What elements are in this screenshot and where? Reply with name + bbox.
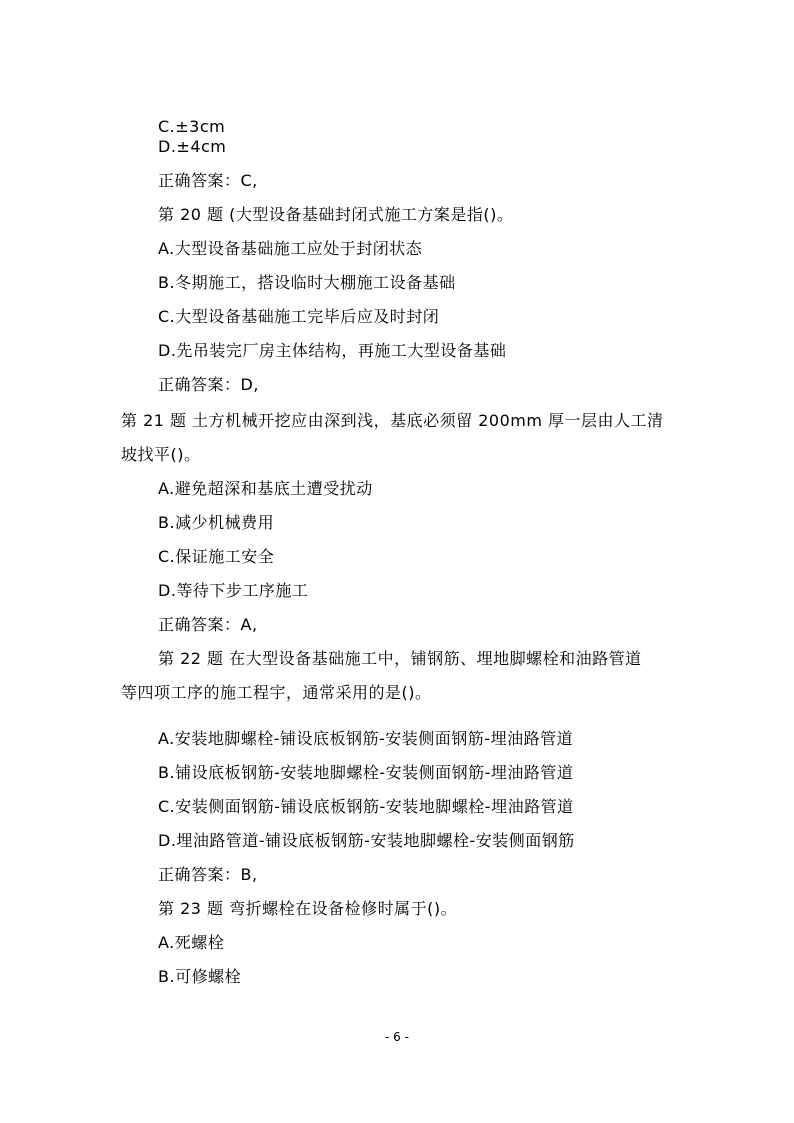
option-a-q20: A.大型设备基础施工应处于封闭状态 bbox=[158, 239, 423, 258]
option-c-q22: C.安装侧面钢筋-铺设底板钢筋-安装地脚螺栓-埋油路管道 bbox=[158, 797, 574, 816]
question-20: 第 20 题 (大型设备基础封闭式施工方案是指()。 bbox=[158, 205, 514, 224]
question-22-line2: 等四项工序的施工程宇，通常采用的是()。 bbox=[121, 683, 432, 702]
answer-q22: 正确答案：B, bbox=[158, 865, 258, 884]
question-21-line2: 坡找平()。 bbox=[121, 445, 201, 464]
option-d-q22: D.埋油路管道-铺设底板钢筋-安装地脚螺栓-安装侧面钢筋 bbox=[158, 831, 575, 850]
option-d-q19: D.±4cm bbox=[158, 137, 227, 156]
answer-q21: 正确答案：A, bbox=[158, 615, 258, 634]
option-b-q20: B.冬期施工，搭设临时大棚施工设备基础 bbox=[158, 273, 456, 292]
option-a-q21: A.避免超深和基底土遭受扰动 bbox=[158, 479, 373, 498]
option-d-q20: D.先吊装完厂房主体结构，再施工大型设备基础 bbox=[158, 341, 507, 360]
answer-q20: 正确答案：D, bbox=[158, 375, 259, 394]
option-c-q20: C.大型设备基础施工完毕后应及时封闭 bbox=[158, 307, 440, 326]
option-c-q19: C.±3cm bbox=[158, 117, 226, 136]
option-a-q23: A.死螺栓 bbox=[158, 933, 225, 952]
question-21-line1: 第 21 题 土方机械开挖应由深到浅，基底必须留 200mm 厚一层由人工清 bbox=[121, 411, 664, 430]
question-23: 第 23 题 弯折螺栓在设备检修时属于()。 bbox=[158, 899, 458, 918]
option-b-q21: B.减少机械费用 bbox=[158, 513, 275, 532]
option-a-q22: A.安装地脚螺栓-铺设底板钢筋-安装侧面钢筋-埋油路管道 bbox=[158, 729, 574, 748]
question-22-line1: 第 22 题 在大型设备基础施工中，铺钢筋、埋地脚螺栓和油路管道 bbox=[158, 649, 642, 668]
page-number: - 6 - bbox=[385, 1030, 409, 1044]
option-b-q22: B.铺设底板钢筋-安装地脚螺栓-安装侧面钢筋-埋油路管道 bbox=[158, 763, 574, 782]
answer-q19: 正确答案：C, bbox=[158, 171, 258, 190]
option-b-q23: B.可修螺栓 bbox=[158, 967, 242, 986]
option-d-q21: D.等待下步工序施工 bbox=[158, 581, 309, 600]
option-c-q21: C.保证施工安全 bbox=[158, 547, 275, 566]
